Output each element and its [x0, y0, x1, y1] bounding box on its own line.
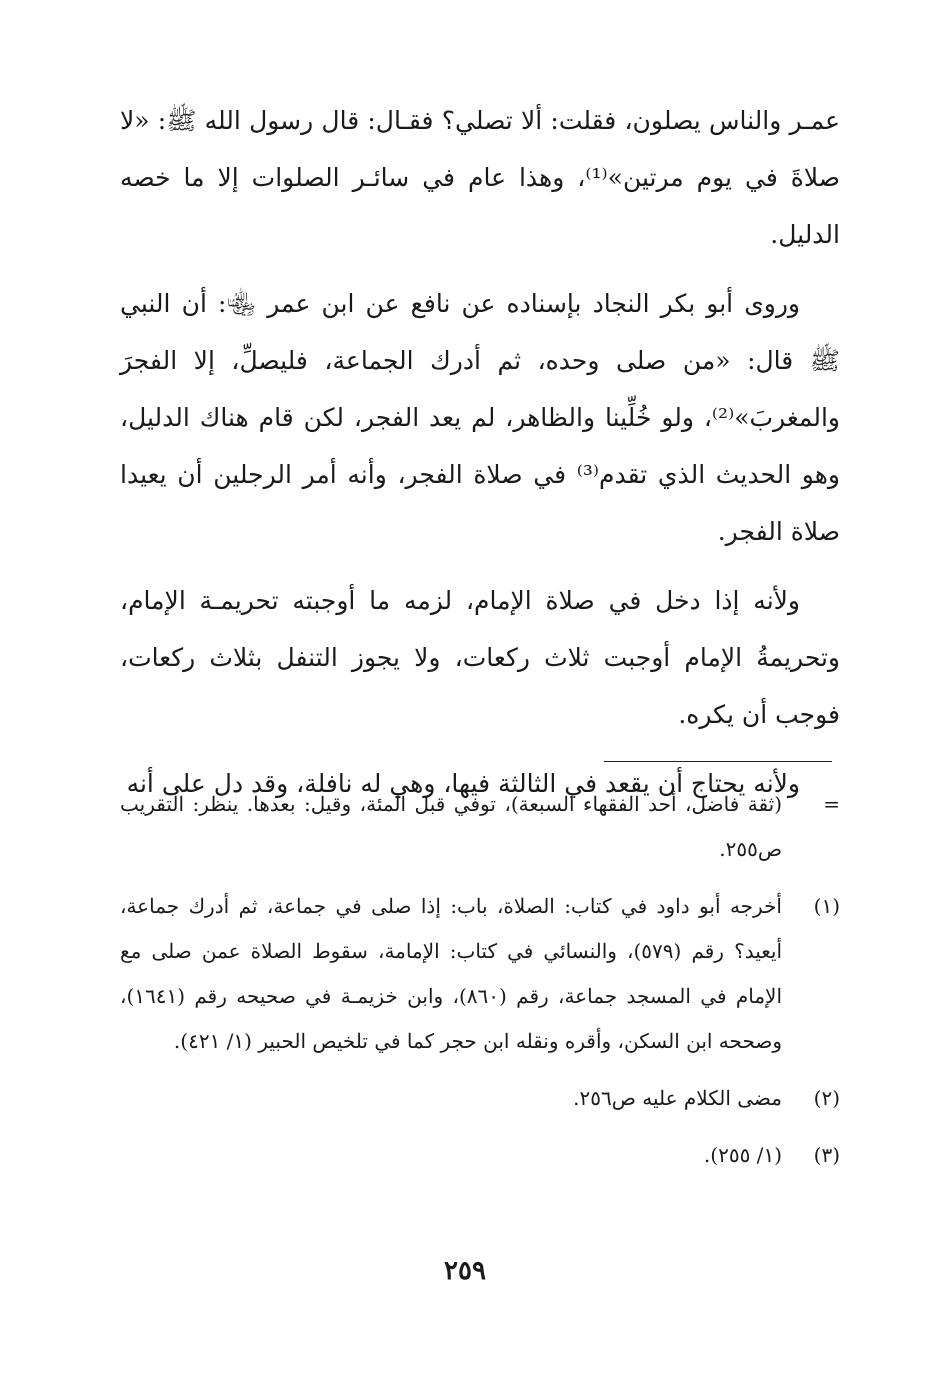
- footnotes: [120, 782, 840, 1190]
- paragraph-1: عمـر والناس يصلون، فقلت: ألا تصلي؟ فقـال: قال رسول الله ﷺ: «لا صلاةَ في يوم مرتين»⁽¹⁾، وهذا عام في سائـر الصلوات إلا ما خصه الدليل.: [120, 106, 840, 249]
- footnote-marker: (١): [813, 894, 840, 918]
- page-number: ٢٥٩: [444, 1256, 486, 1286]
- footnote-2: [120, 1076, 840, 1121]
- paragraph-2: وروى أبو بكر النجاد بإسناده عن نافع عن ابن عمر ﵄: أن النبي ﷺ قال: «من صلى وحده، ثم أدرك الجماعة، فليصلِّ، إلا الفجرَ والمغربَ»⁽²⁾، ولو خُلِّينا والظاهر، لم يعد الفجر، لكن قام هناك الدليل، وهو الحديث الذي تقدم⁽³⁾ في صلاة الفجر، وأنه أمر الرجلين أن يعيدا صلاة الفجر.: [120, 289, 840, 546]
- footnote-text: (١/ ٢٥٥).: [703, 1143, 782, 1167]
- footnote-marker: (٢): [813, 1086, 840, 1110]
- footnote-3: [120, 1133, 840, 1178]
- footnote-continued: [120, 782, 840, 872]
- footnote-marker: =: [823, 792, 840, 816]
- footnote-marker: (٣): [813, 1143, 840, 1167]
- footnote-text: مضى الكلام عليه ص٢٥٦.: [573, 1086, 782, 1110]
- footnote-separator: [604, 761, 832, 762]
- paragraph-4: ولأنه يحتاج أن يقعد في الثالثة فيها، وهي له نافلة، وقد دل على أنه: [126, 769, 800, 798]
- paragraph-3: ولأنه إذا دخل في صلاة الإمام، لزمه ما أوجبته تحريمـة الإمام، وتحريمةُ الإمام أوجبت ثلاث ركعات، ولا يجوز التنفل بثلاث ركعات، فوجب أن يكره.: [120, 586, 840, 729]
- footnote-text: (ثقة فاضل، أحد الفقهاء السبعة)، توفي قبل المئة، وقيل: بعدها. ينظر: التقريب ص٢٥٥.: [120, 792, 782, 861]
- footnote-text: أخرجه أبو داود في كتاب: الصلاة، باب: إذا صلى في جماعة، ثم أدرك جماعة، أيعيد؟ رقم (٥٧٩)، والنسائي في كتاب: الإمامة، سقوط الصلاة عمن صلى مع الإمام في المسجد جماعة، رقم (٨٦٠)، وابن خزيمـة في صحيحه رقم (١٦٤١)، وصححه ابن السكن، وأقره ونقله ابن حجر كما في تلخيص الحبير (١/ ٤٢١).: [120, 894, 782, 1053]
- main-text: [120, 92, 840, 824]
- footnote-1: [120, 884, 840, 1064]
